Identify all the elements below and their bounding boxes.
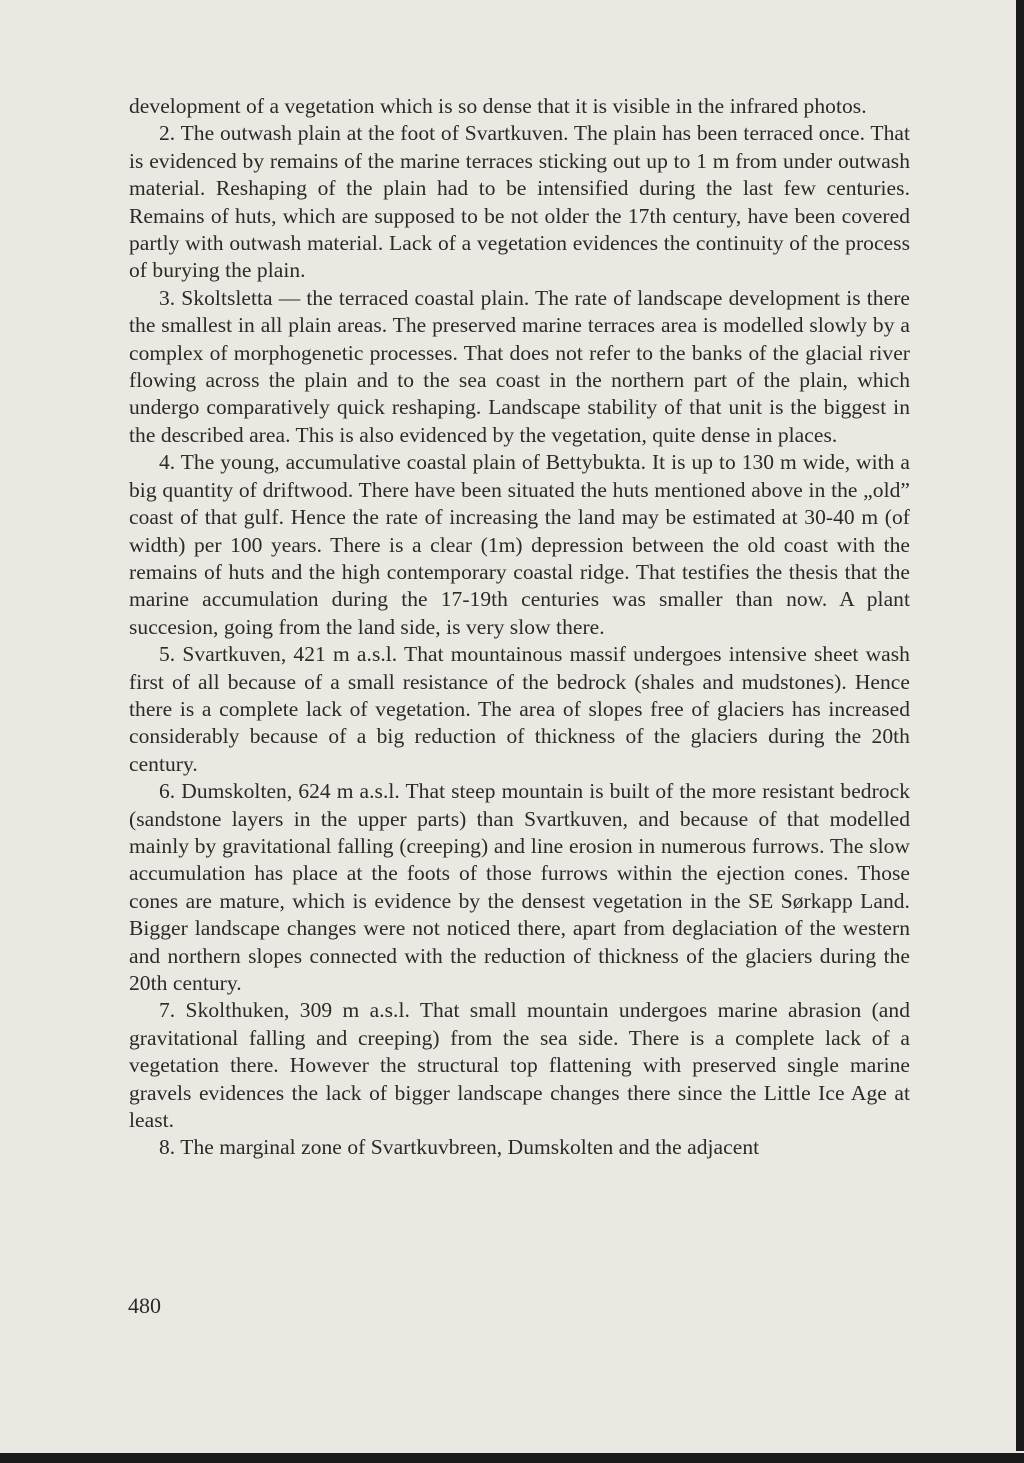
scan-border-bottom (0, 1451, 1024, 1463)
paragraph-item-3: 3. Skoltsletta — the terraced coastal plain. The rate of landscape development is there the smallest in all plain areas. The preserved marine terraces area is modelled slowly by a complex of morphogenetic processes. That does not refer to the banks of the glacial river flowing across the plain and to the sea coast in the northern part of the plain, which undergo comparatively quick reshaping. Landscape stability of that unit is the biggest in the described area. This is also evidenced by the vegetation, quite dense in places. (129, 285, 910, 447)
scan-border-right (1016, 0, 1024, 1463)
body-text (129, 93, 910, 1162)
paragraph-item-5: 5. Svartkuven, 421 m a.s.l. That mountainous massif undergoes intensive sheet wash first of all because of a small resistance of the bedrock (shales and mudstones). Hence there is a complete lack of vegetation. The area of slopes free of glaciers has increased considerably because of a big reduction of thickness of the glaciers during the 20th century. (129, 642, 910, 776)
paragraph-item-2: 2. The outwash plain at the foot of Svartkuven. The plain has been terraced once. That is evidenced by remains of the marine terraces sticking out up to 1 m from under outwash material. Reshaping of the plain had to be intensified during the last few centuries. Remains of huts, which are supposed to be not older the 17th century, have been covered partly with outwash material. Lack of a vegetation evidences the continuity of the process of burying the plain. (129, 121, 910, 283)
paragraph-item-6: 6. Dumskolten, 624 m a.s.l. That steep mountain is built of the more resistant bedrock (sandstone layers in the upper parts) than Svartkuven, and because of that modelled mainly by gravitational falling (creeping) and line erosion in numerous furrows. The slow accumulation has place at the foots of those furrows within the ejection cones. Those cones are mature, which is evidence by the densest vegetation in the SE Sørkapp Land. Bigger landscape changes were not noticed there, apart from deglaciation of the western and northern slopes connected with the reduction of thickness of the glaciers during the 20th century. (129, 779, 910, 995)
page-number: 480 (128, 1293, 161, 1318)
paragraph-item-7: 7. Skolthuken, 309 m a.s.l. That small mountain undergoes marine abrasion (and gravitational falling and creeping) from the sea side. There is a complete lack of a vegetation there. However the structural top flattening with preserved single marine gravels evidences the lack of bigger landscape changes there since the Little Ice Age at least. (129, 998, 910, 1133)
paragraph-continuation: development of a vegetation which is so dense that it is visible in the infrared photos. (129, 94, 867, 118)
paragraph-item-8: 8. The marginal zone of Svartkuvbreen, Dumskolten and the adjacent (159, 1135, 760, 1160)
paragraph-item-4: 4. The young, accumulative coastal plain of Bettybukta. It is up to 130 m wide, with a big quantity of driftwood. There have been situated the huts mentioned above in the „old” coast of that gulf. Hence the rate of increasing the land may be estimated at 30-40 m (of width) per 100 years. There is a clear (1m) depression between the old coast with the remains of huts and the high contemporary coastal ridge. That testifies the thesis that the marine accumulation during the 17-19th centuries was smaller than now. A plant succesion, going from the land side, is very slow there. (129, 450, 910, 639)
